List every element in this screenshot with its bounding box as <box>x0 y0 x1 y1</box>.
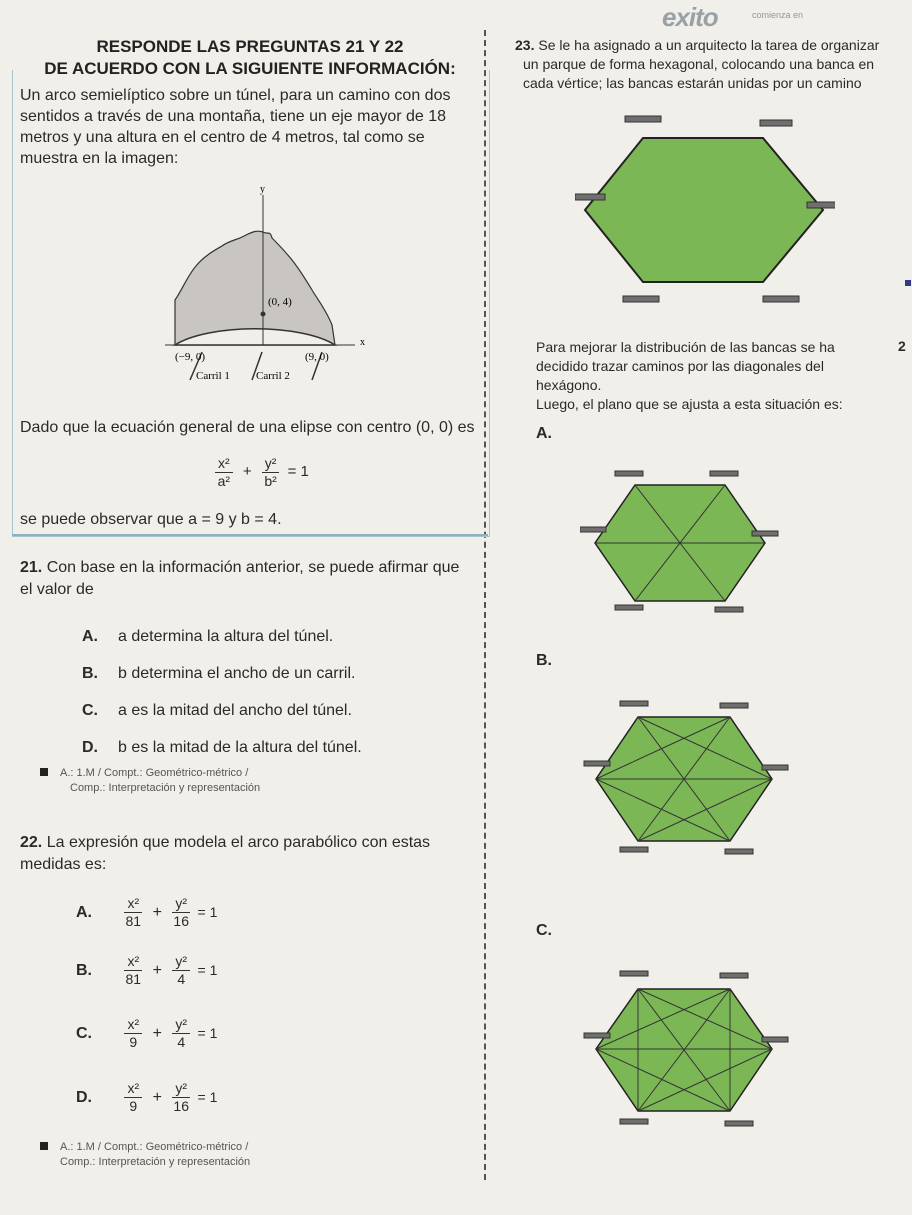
q21-option-d-letter: D. <box>82 739 98 756</box>
point-right-label: (9, 0) <box>305 351 329 363</box>
q22a-plus: + <box>152 903 162 921</box>
question-21-text: Con base en la información anterior, se puede afirmar que el valor de <box>20 559 460 598</box>
q22-option-a[interactable] <box>76 895 217 930</box>
q23-text-2: un parque de forma hexagonal, colocando una banca en <box>523 56 875 72</box>
brand-logo: exito <box>662 2 718 32</box>
q22b-d1: 81 <box>125 971 142 987</box>
q22a-rhs: = 1 <box>197 903 218 920</box>
q22c-n2: y² <box>172 1016 190 1034</box>
q21-option-a-letter: A. <box>82 628 98 645</box>
q21-meta-1: A.: 1.M / Compt.: Geométrico-métrico / <box>60 767 249 779</box>
point-left-label: (−9, 0) <box>175 351 206 363</box>
q21-option-c[interactable] <box>82 702 352 720</box>
formula-intro: Dado que la ecuación general de una elipse con centro (0, 0) es <box>20 419 475 436</box>
question-21-number: 21. <box>20 559 43 576</box>
q23-option-b-letter[interactable]: B. <box>536 652 552 669</box>
q21-meta-2: Comp.: Interpretación y representación <box>70 782 261 794</box>
q21-option-d[interactable] <box>82 739 362 757</box>
q22-meta-2: Comp.: Interpretación y representación <box>60 1156 251 1168</box>
question-22-text: La expresión que modela el arco parabólico con estas medidas es: <box>20 834 431 873</box>
q22a-d2: 16 <box>173 913 189 929</box>
q21-option-c-text: a es la mitad del ancho del túnel. <box>118 702 352 719</box>
q23-option-b-figure[interactable] <box>580 695 790 865</box>
q22-option-b[interactable] <box>76 953 217 988</box>
q23-option-c-letter[interactable]: C. <box>536 922 552 939</box>
q22b-rhs: = 1 <box>197 961 218 978</box>
question-22-number: 22. <box>20 834 43 851</box>
q23-option-a-letter[interactable]: A. <box>536 425 552 442</box>
q23-text-5: Luego, el plano que se ajusta a esta situación es: <box>536 396 843 412</box>
q22-option-a-letter: A. <box>76 903 92 921</box>
tunnel-figure <box>160 180 380 395</box>
q21-option-d-text: b es la mitad de la altura del túnel. <box>118 739 362 756</box>
q22-option-d[interactable] <box>76 1080 217 1115</box>
park-hexagon-figure <box>575 110 835 320</box>
eq-num-2: y² <box>262 455 280 473</box>
eq-rhs: = 1 <box>287 463 309 481</box>
q22c-d1: 9 <box>129 1034 138 1050</box>
q22c-rhs: = 1 <box>197 1024 218 1041</box>
question-23-intro <box>515 36 905 93</box>
pen-mark <box>905 280 911 286</box>
q22-option-d-letter: D. <box>76 1088 92 1106</box>
q22b-d2: 4 <box>177 971 186 987</box>
question-23-number: 23. <box>515 37 535 53</box>
q22-option-c-letter: C. <box>76 1024 92 1042</box>
q22d-d2: 16 <box>173 1098 189 1114</box>
mountain-shape <box>175 231 335 345</box>
brand-logo-subtitle: comienza en <box>752 10 804 20</box>
context-intro: Un arco semielíptico sobre un túnel, para un camino con dos sentidos a través de una montaña, tiene un eje mayor de 18 metros y una altura en el centro de 4 metros, tal como se muestra en la imagen: <box>20 87 451 167</box>
q22d-n1: x² <box>124 1080 142 1098</box>
q22d-d1: 9 <box>129 1098 138 1114</box>
q23-text-4: Para mejorar la distribución de las bancas se ha decidido trazar caminos por las diagonales del hexágono. <box>536 339 835 393</box>
section-heading-line-1: RESPONDE LAS PREGUNTAS 21 Y 22 <box>96 37 404 56</box>
q22c-plus: + <box>152 1024 162 1042</box>
q21-option-c-letter: C. <box>82 702 98 719</box>
question-22 <box>20 832 470 876</box>
q22-meta-1: A.: 1.M / Compt.: Geométrico-métrico / <box>60 1141 249 1153</box>
general-ellipse-equation <box>215 455 309 490</box>
context-box-bottom-rule <box>12 534 488 536</box>
section-heading-line-2: DE ACUERDO CON LA SIGUIENTE INFORMACIÓN: <box>44 59 456 78</box>
eq-num-1: x² <box>215 455 233 473</box>
q22-option-b-letter: B. <box>76 961 92 979</box>
q22a-n2: y² <box>172 895 190 913</box>
bullet-icon <box>40 768 48 776</box>
q22d-rhs: = 1 <box>197 1088 218 1105</box>
q22-option-c[interactable] <box>76 1016 217 1051</box>
q22c-d2: 4 <box>177 1034 186 1050</box>
observation-text: se puede observar que a = 9 y b = 4. <box>20 511 282 528</box>
lane-2-label: Carril 2 <box>256 370 290 382</box>
q23-option-c-figure[interactable] <box>580 965 790 1135</box>
q21-option-a-text: a determina la altura del túnel. <box>118 628 334 645</box>
eq-plus: + <box>242 463 252 481</box>
q21-option-b-letter: B. <box>82 665 98 682</box>
axis-y-label: y <box>260 184 265 195</box>
q23-option-a-figure[interactable] <box>580 465 780 625</box>
q22b-plus: + <box>152 961 162 979</box>
q22a-d1: 81 <box>125 913 142 929</box>
q23-text-1: Se le ha asignado a un arquitecto la tarea de organizar <box>538 37 880 53</box>
eq-den-1: a² <box>217 473 231 489</box>
q22-competency <box>40 1140 250 1170</box>
point-top-marker <box>261 312 266 317</box>
eq-den-2: b² <box>264 473 277 489</box>
bullet-icon <box>40 1142 48 1150</box>
axis-x-label: x <box>360 337 365 348</box>
q22c-n1: x² <box>124 1016 142 1034</box>
q21-option-b-text: b determina el ancho de un carril. <box>118 665 356 682</box>
q22a-n1: x² <box>124 895 142 913</box>
q23-text-3: cada vértice; las bancas estarán unidas por un camino <box>523 75 862 91</box>
q21-competency <box>40 766 260 796</box>
q22b-n1: x² <box>124 953 142 971</box>
q22d-n2: y² <box>172 1080 190 1098</box>
q23-context <box>536 338 876 414</box>
q22d-plus: + <box>152 1088 162 1106</box>
question-21 <box>20 557 470 601</box>
q21-option-b[interactable] <box>82 665 355 683</box>
q21-option-a[interactable] <box>82 628 333 646</box>
park-hexagon <box>585 138 823 282</box>
lane-1-label: Carril 1 <box>196 370 230 382</box>
q22b-n2: y² <box>172 953 190 971</box>
point-top-label: (0, 4) <box>268 296 292 308</box>
side-number: 2 <box>898 338 906 354</box>
